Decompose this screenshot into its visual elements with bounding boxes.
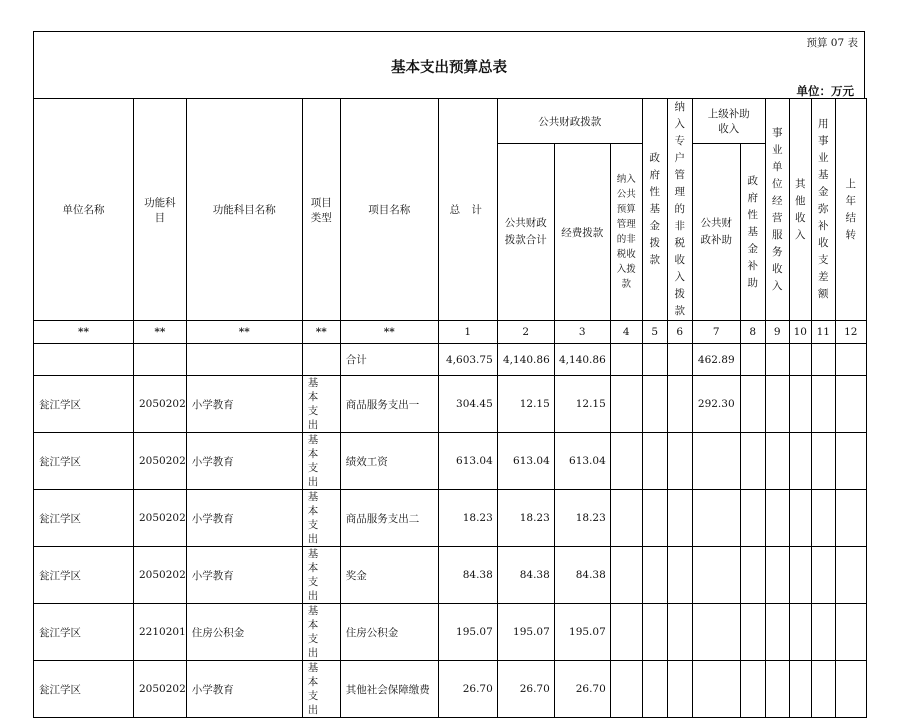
cell-unit: 瓮江学区: [34, 547, 134, 604]
table-row: [34, 490, 867, 547]
cell-empty: [811, 376, 835, 433]
cell-item-type: 基本支出: [302, 376, 340, 433]
table-row: [34, 376, 867, 433]
cell-pf-total: 84.38: [497, 547, 554, 604]
cell-empty: [740, 661, 765, 718]
cell-func-code: 2050202: [134, 661, 187, 718]
cell-empty: [789, 490, 811, 547]
cell-empty: [740, 604, 765, 661]
data-rows: [34, 376, 867, 718]
total-sup-public: 462.89: [692, 344, 740, 376]
cell-empty: [610, 547, 642, 604]
cell-operating: 613.04: [554, 433, 610, 490]
cell-func-name: 小学教育: [186, 547, 302, 604]
cell-pf-total: 12.15: [497, 376, 554, 433]
col-pf-total: 公共财政拨款合计: [497, 144, 554, 321]
total-amount: 4,603.75: [438, 344, 497, 376]
cell-empty: [667, 433, 692, 490]
col-fund-balance: 用事业基金弥补收支差额: [811, 99, 835, 321]
index-cell: 10: [789, 321, 811, 344]
cell-empty: [610, 490, 642, 547]
cell-func-code: 2210201: [134, 604, 187, 661]
cell-func-name: 小学教育: [186, 376, 302, 433]
table-row: [34, 547, 867, 604]
cell-empty: [811, 661, 835, 718]
cell-empty: [740, 433, 765, 490]
index-cell: **: [340, 321, 438, 344]
cell-empty: [835, 490, 866, 547]
cell-item-type: 基本支出: [302, 433, 340, 490]
cell-sup-public: [692, 604, 740, 661]
cell-sup-public: [692, 661, 740, 718]
cell-func-name: 住房公积金: [186, 604, 302, 661]
cell-sup-public: 292.30: [692, 376, 740, 433]
cell-empty: [765, 433, 789, 490]
cell-empty: [610, 661, 642, 718]
cell-empty: [740, 547, 765, 604]
index-row: [34, 321, 867, 344]
col-superior-subsidy: 上级补助收入: [692, 99, 765, 144]
cell-total: 613.04: [438, 433, 497, 490]
cell-empty: [642, 604, 667, 661]
cell-empty: [811, 604, 835, 661]
index-cell: 11: [811, 321, 835, 344]
col-func-code: 功能科目: [134, 99, 187, 321]
total-operating: 4,140.86: [554, 344, 610, 376]
cell-operating: 195.07: [554, 604, 610, 661]
cell-total: 26.70: [438, 661, 497, 718]
cell-item-name: 商品服务支出一: [340, 376, 438, 433]
cell-empty: [835, 604, 866, 661]
index-cell: 2: [497, 321, 554, 344]
col-sup-public: 公共财政补助: [692, 144, 740, 321]
cell-empty: [667, 604, 692, 661]
cell-sup-public: [692, 433, 740, 490]
index-cell: 9: [765, 321, 789, 344]
cell-pf-total: 195.07: [497, 604, 554, 661]
cell-item-type: 基本支出: [302, 604, 340, 661]
cell-empty: [740, 376, 765, 433]
cell-empty: [765, 547, 789, 604]
cell-empty: [811, 547, 835, 604]
cell-empty: [667, 547, 692, 604]
index-cell: **: [302, 321, 340, 344]
cell-total: 84.38: [438, 547, 497, 604]
cell-func-name: 小学教育: [186, 490, 302, 547]
col-public-finance: 公共财政拨款: [497, 99, 642, 144]
index-cell: 5: [642, 321, 667, 344]
form-number: 预算 07 表: [806, 37, 858, 49]
table-row: [34, 661, 867, 718]
page-title: 基本支出预算总表: [391, 59, 507, 76]
unit-label: 单位：万元: [796, 84, 854, 98]
cell-empty: [740, 490, 765, 547]
header-row-1: [34, 99, 867, 144]
cell-empty: [667, 661, 692, 718]
cell-empty: [811, 490, 835, 547]
index-cell: 4: [610, 321, 642, 344]
col-func-name: 功能科目名称: [186, 99, 302, 321]
cell-empty: [610, 433, 642, 490]
cell-empty: [835, 433, 866, 490]
cell-empty: [765, 490, 789, 547]
cell-item-type: 基本支出: [302, 547, 340, 604]
cell-empty: [789, 376, 811, 433]
index-cell: 6: [667, 321, 692, 344]
cell-func-code: 2050202: [134, 490, 187, 547]
cell-empty: [610, 604, 642, 661]
index-cell: 7: [692, 321, 740, 344]
cell-empty: [765, 661, 789, 718]
cell-item-type: 基本支出: [302, 661, 340, 718]
col-nontax-special: 纳入专户管理的非税收入拨款: [667, 99, 692, 321]
cell-operating: 26.70: [554, 661, 610, 718]
table-row: [34, 433, 867, 490]
cell-func-name: 小学教育: [186, 661, 302, 718]
table-row: [34, 604, 867, 661]
cell-empty: [642, 661, 667, 718]
cell-empty: [765, 604, 789, 661]
cell-item-type: 基本支出: [302, 490, 340, 547]
cell-operating: 12.15: [554, 376, 610, 433]
index-cell: 8: [740, 321, 765, 344]
cell-func-name: 小学教育: [186, 433, 302, 490]
cell-operating: 84.38: [554, 547, 610, 604]
cell-unit: 瓮江学区: [34, 661, 134, 718]
cell-empty: [610, 376, 642, 433]
cell-pf-total: 26.70: [497, 661, 554, 718]
cell-total: 304.45: [438, 376, 497, 433]
col-business-income: 事业单位经营服务收入: [765, 99, 789, 321]
col-nontax-public: 纳入公共预算管理的非税收入拨款: [610, 144, 642, 321]
total-label: 合计: [340, 344, 438, 376]
cell-item-name: 其他社会保障缴费: [340, 661, 438, 718]
cell-unit: 瓮江学区: [34, 433, 134, 490]
budget-table: [33, 98, 867, 718]
cell-empty: [765, 376, 789, 433]
col-operating: 经费拨款: [554, 144, 610, 321]
cell-pf-total: 613.04: [497, 433, 554, 490]
col-carryover: 上年结转: [835, 99, 866, 321]
cell-pf-total: 18.23: [497, 490, 554, 547]
cell-sup-public: [692, 547, 740, 604]
total-row: [34, 344, 867, 376]
cell-item-name: 住房公积金: [340, 604, 438, 661]
cell-empty: [835, 376, 866, 433]
cell-empty: [789, 547, 811, 604]
cell-func-code: 2050202: [134, 547, 187, 604]
cell-empty: [789, 433, 811, 490]
cell-sup-public: [692, 490, 740, 547]
cell-total: 195.07: [438, 604, 497, 661]
report-header: [33, 31, 865, 98]
col-item-type: 项目类型: [302, 99, 340, 321]
cell-operating: 18.23: [554, 490, 610, 547]
col-sup-gov-fund: 政府性基金补助: [740, 144, 765, 321]
col-gov-fund: 政府性基金拨款: [642, 99, 667, 321]
cell-item-name: 商品服务支出二: [340, 490, 438, 547]
cell-empty: [642, 433, 667, 490]
index-cell: **: [186, 321, 302, 344]
index-cell: 3: [554, 321, 610, 344]
cell-item-name: 绩效工资: [340, 433, 438, 490]
cell-empty: [789, 661, 811, 718]
cell-unit: 瓮江学区: [34, 490, 134, 547]
col-total: 总 计: [438, 99, 497, 321]
index-cell: **: [134, 321, 187, 344]
cell-empty: [835, 661, 866, 718]
cell-empty: [811, 433, 835, 490]
cell-unit: 瓮江学区: [34, 604, 134, 661]
col-other-income: 其他收入: [789, 99, 811, 321]
cell-empty: [667, 490, 692, 547]
cell-empty: [642, 376, 667, 433]
cell-empty: [835, 547, 866, 604]
total-pf: 4,140.86: [497, 344, 554, 376]
cell-func-code: 2050202: [134, 433, 187, 490]
col-unit-name: 单位名称: [34, 99, 134, 321]
index-cell: 1: [438, 321, 497, 344]
index-cell: **: [34, 321, 134, 344]
cell-empty: [789, 604, 811, 661]
cell-empty: [642, 490, 667, 547]
cell-item-name: 奖金: [340, 547, 438, 604]
index-cell: 12: [835, 321, 866, 344]
cell-empty: [642, 547, 667, 604]
cell-func-code: 2050202: [134, 376, 187, 433]
col-item-name: 项目名称: [340, 99, 438, 321]
cell-unit: 瓮江学区: [34, 376, 134, 433]
cell-empty: [667, 376, 692, 433]
cell-total: 18.23: [438, 490, 497, 547]
